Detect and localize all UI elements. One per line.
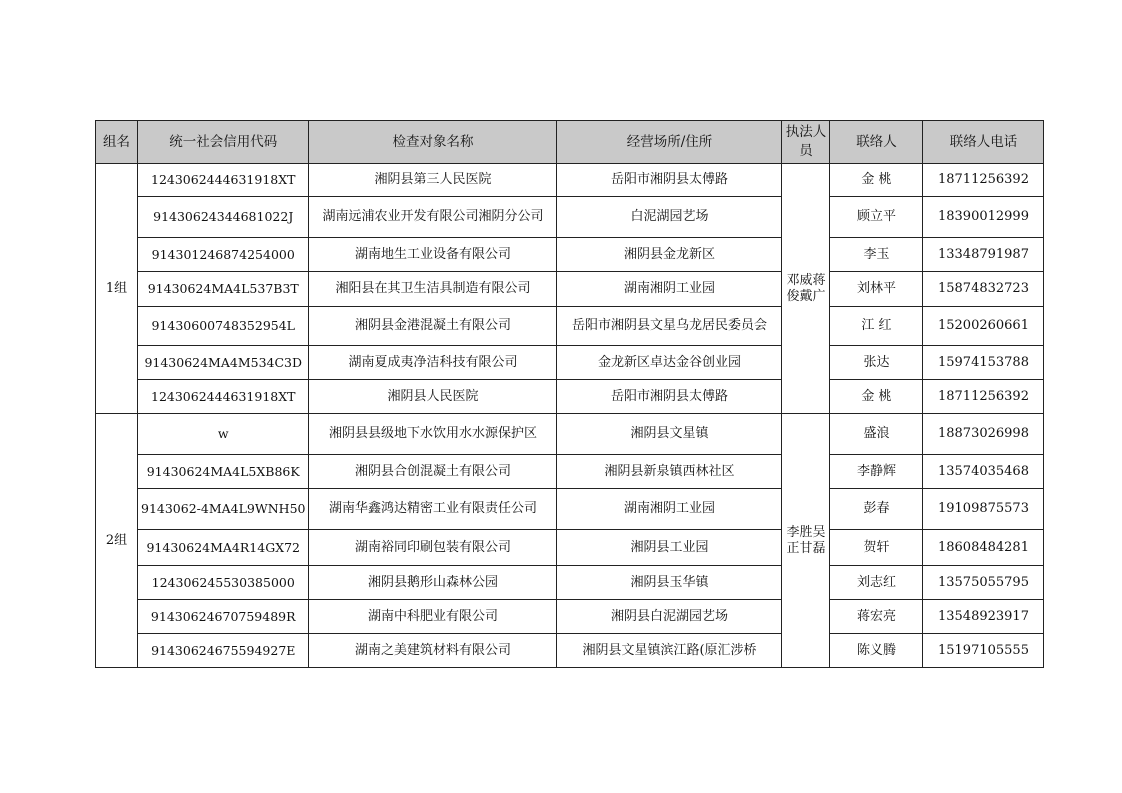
credit-code-cell: 1243062444631918XT <box>138 380 309 414</box>
table-row <box>96 197 1044 238</box>
object-name-cell: 湖南裕同印刷包装有限公司 <box>309 530 557 566</box>
credit-code-cell: 91430624MA4M534C3D <box>138 346 309 380</box>
address-cell: 湘阴县文星镇滨江路(原汇涉桥 <box>557 634 782 668</box>
header-name: 检查对象名称 <box>309 121 557 164</box>
credit-code-cell: 91430624344681022J <box>138 197 309 238</box>
credit-code-cell: 91430624675594927E <box>138 634 309 668</box>
credit-code-cell: 91430624MA4L5XB86K <box>138 455 309 489</box>
header-officers: 执法人员 <box>782 121 830 164</box>
address-cell: 湘阴县玉华镇 <box>557 566 782 600</box>
object-name-cell: 湖南华鑫鸿达精密工业有限责任公司 <box>309 489 557 530</box>
table-row <box>96 530 1044 566</box>
table-row <box>96 600 1044 634</box>
phone-cell: 15974153788 <box>923 346 1044 380</box>
credit-code-cell: 91430624MA4R14GX72 <box>138 530 309 566</box>
header-phone: 联络人电话 <box>923 121 1044 164</box>
officers-cell: 李胜吴正甘磊 <box>782 414 830 668</box>
table-row <box>96 414 1044 455</box>
address-cell: 湘阴县新泉镇西林社区 <box>557 455 782 489</box>
address-cell: 湘阴县金龙新区 <box>557 238 782 272</box>
credit-code-cell: 1243062444631918XT <box>138 164 309 197</box>
table-row <box>96 346 1044 380</box>
phone-cell: 13575055795 <box>923 566 1044 600</box>
credit-code-cell: 91430600748352954L <box>138 307 309 346</box>
phone-cell: 13574035468 <box>923 455 1044 489</box>
phone-cell: 15874832723 <box>923 272 1044 307</box>
contact-cell: 陈义腾 <box>830 634 923 668</box>
contact-cell: 金 桃 <box>830 164 923 197</box>
header-group: 组名 <box>96 121 138 164</box>
credit-code-cell: 914301246874254000 <box>138 238 309 272</box>
group-label: 2组 <box>96 414 138 668</box>
contact-cell: 刘林平 <box>830 272 923 307</box>
contact-cell: 江 红 <box>830 307 923 346</box>
officers-cell: 邓威蒋俊戴广 <box>782 164 830 414</box>
object-name-cell: 湖南之美建筑材料有限公司 <box>309 634 557 668</box>
table-body <box>96 164 1044 668</box>
table-row <box>96 164 1044 197</box>
header-address: 经营场所/住所 <box>557 121 782 164</box>
address-cell: 白泥湖园艺场 <box>557 197 782 238</box>
inspection-table <box>95 120 1044 668</box>
table-row <box>96 272 1044 307</box>
contact-cell: 张达 <box>830 346 923 380</box>
object-name-cell: 湘阳县在其卫生洁具制造有限公司 <box>309 272 557 307</box>
credit-code-cell: 91430624670759489R <box>138 600 309 634</box>
contact-cell: 刘志红 <box>830 566 923 600</box>
object-name-cell: 湘阴县人民医院 <box>309 380 557 414</box>
phone-cell: 15197105555 <box>923 634 1044 668</box>
contact-cell: 盛浪 <box>830 414 923 455</box>
contact-cell: 李静辉 <box>830 455 923 489</box>
address-cell: 岳阳市湘阴县文星乌龙居民委员会 <box>557 307 782 346</box>
object-name-cell: 湘阴县合创混凝土有限公司 <box>309 455 557 489</box>
credit-code-cell: 9143062-4MA4L9WNH50 <box>138 489 309 530</box>
table-row <box>96 238 1044 272</box>
address-cell: 湘阴县工业园 <box>557 530 782 566</box>
table-row <box>96 380 1044 414</box>
address-cell: 湖南湘阴工业园 <box>557 272 782 307</box>
contact-cell: 金 桃 <box>830 380 923 414</box>
credit-code-cell: 91430624MA4L537B3T <box>138 272 309 307</box>
object-name-cell: 湖南中科肥业有限公司 <box>309 600 557 634</box>
phone-cell: 18711256392 <box>923 380 1044 414</box>
header-code: 统一社会信用代码 <box>138 121 309 164</box>
table-row <box>96 634 1044 668</box>
phone-cell: 13348791987 <box>923 238 1044 272</box>
address-cell: 湖南湘阴工业园 <box>557 489 782 530</box>
address-cell: 金龙新区卓达金谷创业园 <box>557 346 782 380</box>
phone-cell: 13548923917 <box>923 600 1044 634</box>
contact-cell: 彭春 <box>830 489 923 530</box>
phone-cell: 18873026998 <box>923 414 1044 455</box>
phone-cell: 18711256392 <box>923 164 1044 197</box>
object-name-cell: 湘阴县县级地下水饮用水水源保护区 <box>309 414 557 455</box>
address-cell: 岳阳市湘阴县太傅路 <box>557 380 782 414</box>
contact-cell: 贺轩 <box>830 530 923 566</box>
object-name-cell: 湘阴县第三人民医院 <box>309 164 557 197</box>
contact-cell: 顾立平 <box>830 197 923 238</box>
address-cell: 湘阴县文星镇 <box>557 414 782 455</box>
phone-cell: 18390012999 <box>923 197 1044 238</box>
contact-cell: 李玉 <box>830 238 923 272</box>
header-contact: 联络人 <box>830 121 923 164</box>
contact-cell: 蒋宏亮 <box>830 600 923 634</box>
phone-cell: 18608484281 <box>923 530 1044 566</box>
credit-code-cell: 124306245530385000 <box>138 566 309 600</box>
object-name-cell: 湖南地生工业设备有限公司 <box>309 238 557 272</box>
group-label: 1组 <box>96 164 138 414</box>
phone-cell: 15200260661 <box>923 307 1044 346</box>
table-row <box>96 489 1044 530</box>
table-row <box>96 307 1044 346</box>
address-cell: 湘阴县白泥湖园艺场 <box>557 600 782 634</box>
header-row <box>96 121 1044 164</box>
phone-cell: 19109875573 <box>923 489 1044 530</box>
table-row <box>96 455 1044 489</box>
object-name-cell: 湘阴县鹅形山森林公园 <box>309 566 557 600</box>
object-name-cell: 湖南远浦农业开发有限公司湘阴分公司 <box>309 197 557 238</box>
object-name-cell: 湖南夏成夷净洁科技有限公司 <box>309 346 557 380</box>
table-row <box>96 566 1044 600</box>
object-name-cell: 湘阴县金港混凝土有限公司 <box>309 307 557 346</box>
credit-code-cell: w <box>138 414 309 455</box>
address-cell: 岳阳市湘阴县太傅路 <box>557 164 782 197</box>
